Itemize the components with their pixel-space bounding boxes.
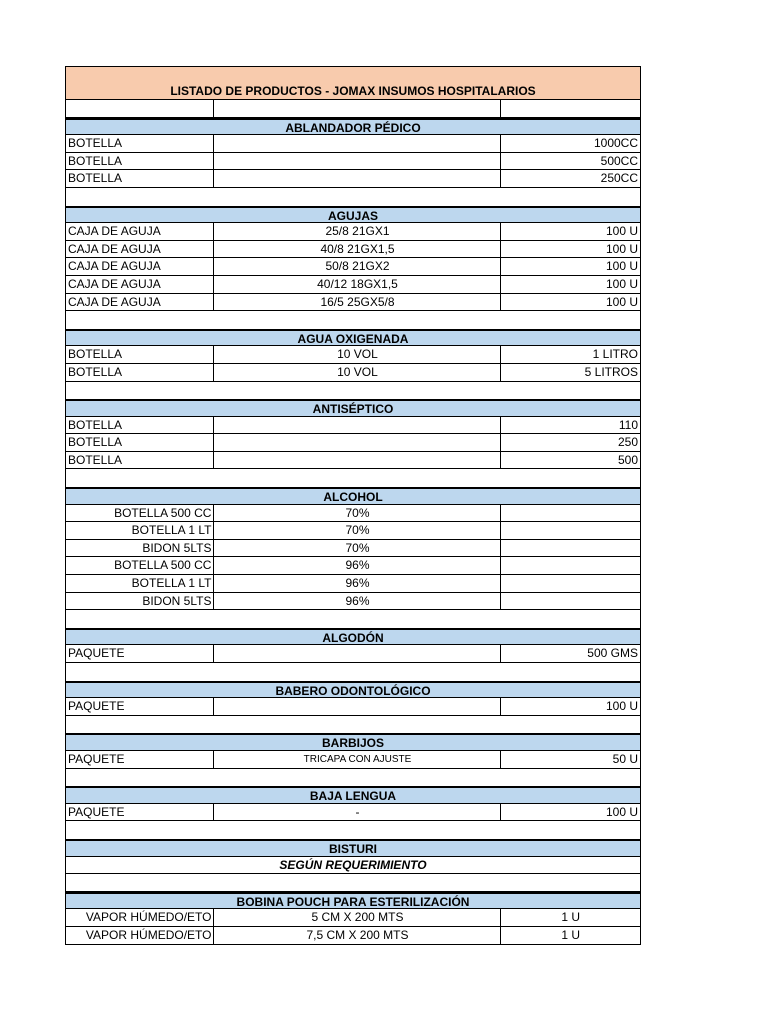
spacer-row: [65, 188, 641, 206]
table-row: CAJA DE AGUJA 25/8 21GX1 100 U: [65, 223, 641, 241]
table-row: BOTELLA 10 VOL 1 LITRO: [65, 346, 641, 364]
table-row: BOTELLA 110: [65, 417, 641, 435]
spacer-row: [65, 311, 641, 329]
spacer-row: [65, 769, 641, 787]
table-row: PAQUETE 500 GMS: [65, 645, 641, 663]
table-row: BOTELLA 500 CC 96%: [65, 557, 641, 575]
table-row: CAJA DE AGUJA 40/12 18GX1,5 100 U: [65, 276, 641, 294]
table-row: BOTELLA 1000CC: [65, 135, 641, 153]
section-header-bisturi: BISTURI: [65, 839, 641, 857]
spacer-row: [65, 874, 641, 892]
section-header-alcohol: ALCOHOL: [65, 487, 641, 505]
spacer-row: [65, 382, 641, 400]
table-row: BOTELLA 500 CC 70%: [65, 505, 641, 523]
product-list-sheet: [65, 66, 641, 945]
table-row: BIDON 5LTS 70%: [65, 540, 641, 558]
table-row: BOTELLA 500CC: [65, 153, 641, 171]
section-header-bobina: BOBINA POUCH PARA ESTERILIZACIÓN: [65, 892, 641, 910]
table-row: CAJA DE AGUJA 40/8 21GX1,5 100 U: [65, 241, 641, 259]
sheet-title: LISTADO DE PRODUCTOS - JOMAX INSUMOS HOSPITALARIOS: [65, 66, 641, 100]
table-row: CAJA DE AGUJA 50/8 21GX2 100 U: [65, 258, 641, 276]
spacer-row: [65, 821, 641, 839]
spacer-row: [65, 469, 641, 487]
section-header-agua-oxigenada: AGUA OXIGENADA: [65, 329, 641, 347]
section-header-antiseptico: ANTISÉPTICO: [65, 399, 641, 417]
section-header-babero: BABERO ODONTOLÓGICO: [65, 681, 641, 699]
table-row: BOTELLA 1 LT 70%: [65, 522, 641, 540]
bisturi-note: SEGÚN REQUERIMIENTO: [65, 857, 641, 875]
table-row: CAJA DE AGUJA 16/5 25GX5/8 100 U: [65, 294, 641, 312]
table-row: BOTELLA 1 LT 96%: [65, 575, 641, 593]
section-header-baja-lengua: BAJA LENGUA: [65, 786, 641, 804]
table-row: PAQUETE TRICAPA CON AJUSTE 50 U: [65, 751, 641, 769]
spacer-row: [65, 663, 641, 681]
empty-row: [65, 100, 641, 118]
section-header-agujas: AGUJAS: [65, 206, 641, 224]
section-header-algodon: ALGODÓN: [65, 628, 641, 646]
spacer-row: [65, 716, 641, 734]
section-header-barbijos: BARBIJOS: [65, 733, 641, 751]
table-row: BOTELLA 250CC: [65, 170, 641, 188]
spacer-row: [65, 610, 641, 628]
section-header-ablandador: ABLANDADOR PÉDICO: [65, 118, 641, 136]
table-row: VAPOR HÚMEDO/ETO 5 CM X 200 MTS 1 U: [65, 909, 641, 927]
table-row: PAQUETE - 100 U: [65, 804, 641, 822]
table-row: BOTELLA 10 VOL 5 LITROS: [65, 364, 641, 382]
table-row: PAQUETE 100 U: [65, 698, 641, 716]
table-row: BOTELLA 250: [65, 434, 641, 452]
table-row: VAPOR HÚMEDO/ETO 7,5 CM X 200 MTS 1 U: [65, 927, 641, 945]
table-row: BOTELLA 500: [65, 452, 641, 470]
table-row: BIDON 5LTS 96%: [65, 593, 641, 611]
